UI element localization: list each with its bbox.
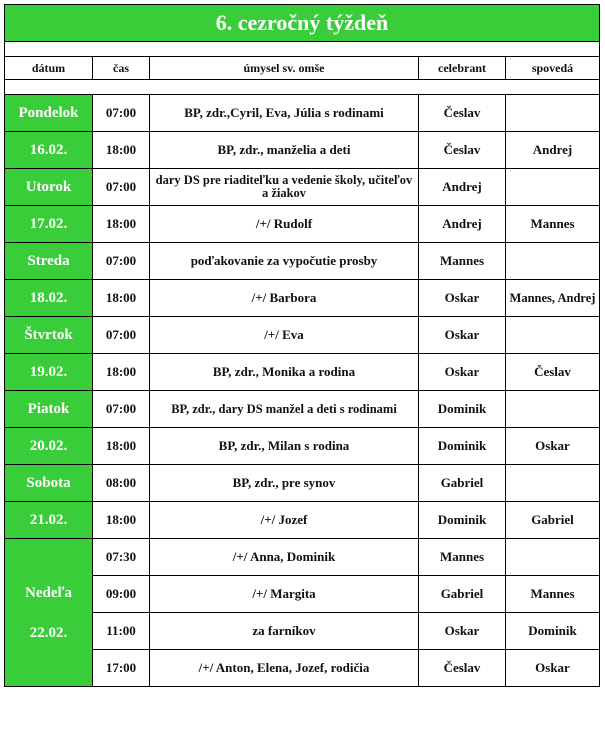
day-cell: Streda <box>5 243 93 280</box>
time-cell: 09:00 <box>93 576 150 613</box>
date-cell: 18.02. <box>5 280 93 317</box>
celebrant-cell: Andrej <box>419 169 506 206</box>
time-cell: 07:30 <box>93 539 150 576</box>
time-cell: 18:00 <box>93 354 150 391</box>
date-cell: 20.02. <box>5 428 93 465</box>
intention-cell: za farníkov <box>150 613 419 650</box>
time-cell: 07:00 <box>93 95 150 132</box>
day-cell: Utorok <box>5 169 93 206</box>
confessor-cell <box>506 465 600 502</box>
day-cell: Pondelok <box>5 95 93 132</box>
confessor-cell <box>506 95 600 132</box>
confessor-cell <box>506 169 600 206</box>
sunday-day: Nedeľa <box>24 584 73 601</box>
celebrant-cell: Oskar <box>419 280 506 317</box>
celebrant-cell: Mannes <box>419 539 506 576</box>
confessor-cell <box>506 243 600 280</box>
intention-cell: BP, zdr.,Cyril, Eva, Júlia s rodinami <box>150 95 419 132</box>
celebrant-cell: Česlav <box>419 650 506 687</box>
celebrant-cell: Česlav <box>419 132 506 169</box>
celebrant-cell: Dominik <box>419 502 506 539</box>
header-time: čas <box>93 57 150 80</box>
sunday-cell <box>5 539 93 687</box>
table-row <box>5 391 600 428</box>
celebrant-cell: Gabriel <box>419 576 506 613</box>
intention-cell: BP, zdr., pre synov <box>150 465 419 502</box>
celebrant-cell: Oskar <box>419 317 506 354</box>
celebrant-cell: Oskar <box>419 354 506 391</box>
confessor-cell: Oskar <box>506 650 600 687</box>
intention-cell: /+/ Barbora <box>150 280 419 317</box>
intention-cell: dary DS pre riaditeľku a vedenie školy, učiteľov a žiakov <box>150 169 419 206</box>
day-cell: Sobota <box>5 465 93 502</box>
intention-cell: BP, zdr., Monika a rodina <box>150 354 419 391</box>
table-row <box>5 502 600 539</box>
header-confessor: spovedá <box>506 57 600 80</box>
time-cell: 07:00 <box>93 169 150 206</box>
intention-cell: /+/ Jozef <box>150 502 419 539</box>
header-row <box>5 57 600 80</box>
time-cell: 11:00 <box>93 613 150 650</box>
table-row <box>5 280 600 317</box>
time-cell: 18:00 <box>93 502 150 539</box>
time-cell: 18:00 <box>93 132 150 169</box>
table-row <box>5 650 600 687</box>
spacer-row <box>5 80 600 95</box>
confessor-cell: Dominik <box>506 613 600 650</box>
celebrant-cell: Česlav <box>419 95 506 132</box>
sunday-date: 22.02. <box>29 624 68 641</box>
intention-cell: BP, zdr., manželia a deti <box>150 132 419 169</box>
confessor-cell: Oskar <box>506 428 600 465</box>
table-row <box>5 317 600 354</box>
date-cell: 19.02. <box>5 354 93 391</box>
time-cell: 18:00 <box>93 280 150 317</box>
time-cell: 07:00 <box>93 243 150 280</box>
time-cell: 08:00 <box>93 465 150 502</box>
time-cell: 18:00 <box>93 428 150 465</box>
celebrant-cell: Dominik <box>419 428 506 465</box>
table-row <box>5 465 600 502</box>
confessor-cell <box>506 539 600 576</box>
date-cell: 17.02. <box>5 206 93 243</box>
date-cell: 21.02. <box>5 502 93 539</box>
date-cell: 16.02. <box>5 132 93 169</box>
table-row <box>5 132 600 169</box>
table-row <box>5 354 600 391</box>
table-row <box>5 576 600 613</box>
time-cell: 18:00 <box>93 206 150 243</box>
intention-cell: /+/ Anna, Dominik <box>150 539 419 576</box>
intention-cell: /+/ Margita <box>150 576 419 613</box>
day-cell: Štvrtok <box>5 317 93 354</box>
confessor-cell: Mannes <box>506 206 600 243</box>
celebrant-cell: Mannes <box>419 243 506 280</box>
time-cell: 17:00 <box>93 650 150 687</box>
mass-schedule-table <box>4 4 600 687</box>
week-title: 6. cezročný týždeň <box>5 5 600 42</box>
intention-cell: /+/ Anton, Elena, Jozef, rodičia <box>150 650 419 687</box>
celebrant-cell: Oskar <box>419 613 506 650</box>
celebrant-cell: Dominik <box>419 391 506 428</box>
time-cell: 07:00 <box>93 317 150 354</box>
intention-cell: /+/ Rudolf <box>150 206 419 243</box>
intention-cell: BP, zdr., dary DS manžel a deti s rodinami <box>150 391 419 428</box>
intention-cell: BP, zdr., Milan s rodina <box>150 428 419 465</box>
header-celebrant: celebrant <box>419 57 506 80</box>
header-date: dátum <box>5 57 93 80</box>
table-row <box>5 243 600 280</box>
table-row <box>5 428 600 465</box>
table-row <box>5 169 600 206</box>
celebrant-cell: Andrej <box>419 206 506 243</box>
intention-cell: /+/ Eva <box>150 317 419 354</box>
confessor-cell: Česlav <box>506 354 600 391</box>
day-cell: Piatok <box>5 391 93 428</box>
schedule-sheet <box>4 4 600 687</box>
confessor-cell <box>506 391 600 428</box>
confessor-cell <box>506 317 600 354</box>
table-row <box>5 539 600 576</box>
confessor-cell: Andrej <box>506 132 600 169</box>
header-intention: úmysel sv. omše <box>150 57 419 80</box>
table-row <box>5 206 600 243</box>
celebrant-cell: Gabriel <box>419 465 506 502</box>
intention-cell: poďakovanie za vypočutie prosby <box>150 243 419 280</box>
confessor-cell: Mannes <box>506 576 600 613</box>
table-row <box>5 95 600 132</box>
confessor-cell: Mannes, Andrej <box>506 280 600 317</box>
table-row <box>5 613 600 650</box>
spacer-row <box>5 42 600 57</box>
confessor-cell: Gabriel <box>506 502 600 539</box>
time-cell: 07:00 <box>93 391 150 428</box>
